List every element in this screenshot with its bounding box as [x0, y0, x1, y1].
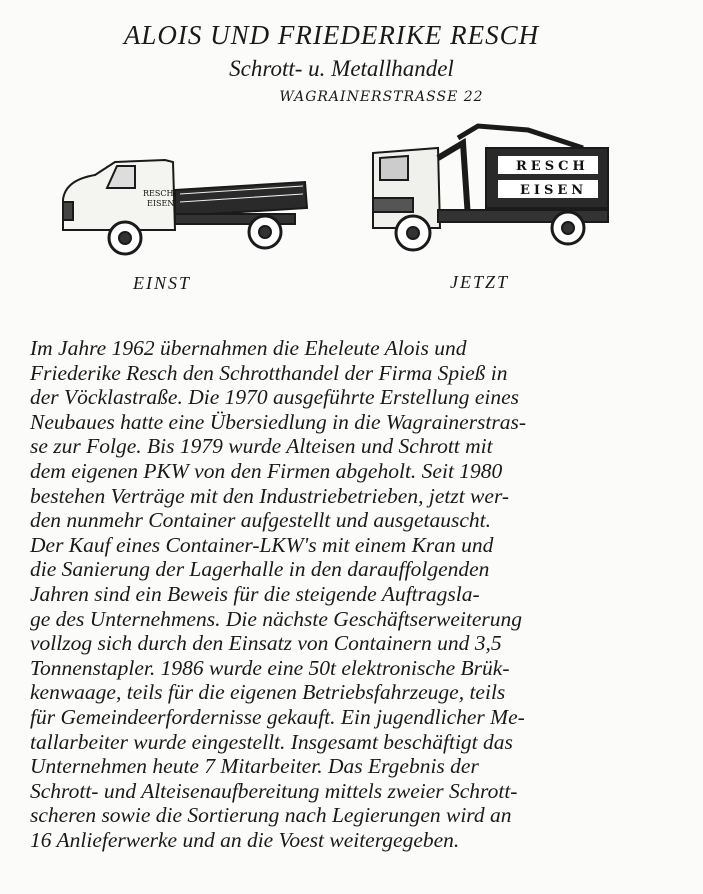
text-line: 16 Anlieferwerke und an die Voest weitergegeben.: [30, 827, 460, 852]
text-line: kenwaage, teils für die eigenen Betriebsfahrzeuge, teils: [30, 680, 506, 705]
text-line: vollzog sich durch den Einsatz von Containern und 3,5: [30, 631, 502, 656]
letterhead-subtitle: Schrott- u. Metallhandel: [229, 56, 454, 81]
old-truck-sign-line1: RESCH-: [143, 189, 177, 198]
text-line: bestehen Verträge mit den Industriebetrieben, jetzt wer-: [30, 483, 510, 508]
text-line: scheren sowie die Sortierung nach Legierungen wird an: [30, 803, 512, 828]
text-line: Im Jahre 1962 übernahmen die Eheleute Alois und: [30, 336, 467, 360]
text-line: dem eigenen PKW von den Firmen abgeholt. Seit 1980: [30, 458, 503, 483]
history-text: [30, 336, 690, 852]
text-line: Neubaues hatte eine Übersiedlung in die Wagrainerstras-: [30, 409, 527, 434]
text-line: der Vöcklastraße. Die 1970 ausgeführte Erstellung eines: [30, 385, 520, 410]
text-line: ge des Unternehmens. Die nächste Geschäftserweiterung: [30, 606, 523, 631]
caption-einst: EINST: [133, 273, 192, 293]
caption-jetzt: JETZT: [450, 272, 510, 292]
new-truck-sign-line2: EISEN: [520, 183, 588, 198]
text-line: Der Kauf eines Container-LKW's mit einem Kran und: [30, 532, 494, 557]
letterhead-title: ALOIS UND FRIEDERIKE RESCH: [123, 20, 540, 50]
text-line: Unternehmen heute 7 Mitarbeiter. Das Ergebnis der: [30, 754, 479, 779]
text-line: Tonnenstapler. 1986 wurde eine 50t elektronische Brük-: [30, 655, 510, 680]
text-line: für Gemeindeerfordernisse gekauft. Ein jugendlicher Me-: [30, 704, 525, 729]
letterhead-address: WAGRAINERSTRASSE 22: [279, 89, 484, 105]
old-truck-sign-line2: EISEN: [147, 199, 175, 208]
text-line: tallarbeiter wurde eingestellt. Insgesamt beschäftigt das: [30, 729, 513, 754]
old-truck-illustration: [55, 150, 315, 265]
new-truck-sign-line1: RESCH: [516, 159, 589, 174]
text-line: Jahren sind ein Beweis für die steigende Auftragsla-: [30, 581, 480, 606]
text-line: Schrott- und Alteisenaufbereitung mittels zweier Schrott-: [30, 778, 518, 803]
text-line: die Sanierung der Lagerhalle in den darauffolgenden: [30, 557, 490, 582]
text-line: den nunmehr Container aufgestellt und ausgetauscht.: [30, 508, 492, 533]
text-line: Friederike Resch den Schrotthandel der Firma Spieß in: [30, 360, 508, 385]
new-truck-illustration: [368, 118, 618, 258]
text-line: se zur Folge. Bis 1979 wurde Alteisen und Schrott mit: [30, 434, 493, 459]
